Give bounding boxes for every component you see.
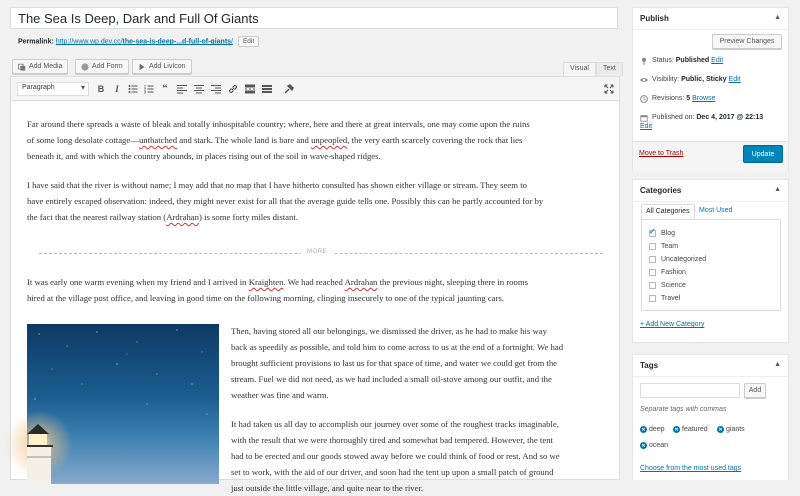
p4-line-5: weather was fine and warm. (231, 390, 329, 400)
checkbox[interactable] (649, 295, 656, 302)
status-label: Status: (652, 57, 674, 64)
p4-line-4: stream. Fuel we did not need, as we had included a small oil-stove among our outfit, and the (231, 374, 552, 384)
published-label: Published on: (652, 114, 695, 121)
checkbox[interactable] (649, 230, 656, 237)
permalink-prefix: http://www.wp.dev.cc/ (55, 38, 123, 46)
add-livicon-label: Add LivIcon (149, 63, 186, 70)
tag-chip (640, 442, 668, 449)
tag-chip (673, 426, 708, 433)
p3-misspelled-2: Ardrahan (344, 277, 378, 287)
category-label: Team (661, 243, 679, 250)
category-label: Blog (661, 230, 676, 237)
caret-up-icon[interactable]: ▲ (774, 361, 781, 368)
tab-text[interactable]: Text (596, 62, 623, 76)
p4-line-1: Then, having stored all our belongings, we dismissed the driver, as he had to make his way (231, 326, 547, 336)
format-select[interactable] (17, 82, 89, 96)
pin-icon (640, 57, 648, 65)
align-right-icon[interactable] (210, 83, 222, 95)
paragraph-4[interactable] (231, 323, 563, 403)
add-media-button[interactable] (12, 59, 68, 74)
tags-hint: Separate tags with commas (640, 406, 727, 413)
category-item[interactable] (649, 282, 686, 289)
p2-line-2: have entirely escaped observation: indeed, they might never exist for all that the average guide tells one. Possibly this can be partly accounted for by (27, 196, 544, 206)
most-used-tags-link[interactable]: Choose from the most used tags (640, 465, 742, 472)
permalink-slug: the-sea-is-deep-...d-full-of-giants (122, 38, 232, 46)
category-label: Fashion (661, 269, 686, 276)
tab-all-categories[interactable]: All Categories (641, 204, 695, 220)
p2-text-a: the fact that the nearest railway station ( (27, 212, 167, 222)
tags-heading[interactable] (633, 355, 788, 377)
visibility-value: Public, Sticky (681, 76, 727, 83)
category-item[interactable] (649, 256, 706, 263)
p1-line-3: beneath it, and with which the country abounds, in places rising out of the soil in wave-shaped ridges. (27, 151, 381, 161)
permalink-label: Permalink: (18, 38, 54, 46)
align-left-icon[interactable] (176, 83, 188, 95)
tab-most-used[interactable]: Most Used (699, 207, 733, 214)
add-new-category-link[interactable]: + Add New Category (640, 321, 705, 328)
post-title-input[interactable] (10, 7, 618, 29)
p2-line-3 (27, 209, 543, 225)
caret-up-icon[interactable]: ▲ (774, 186, 781, 193)
tag-label: featured (682, 426, 708, 433)
checkbox[interactable] (649, 282, 656, 289)
p1-line-1: Far around there spreads a waste of bleak and totally inhospitable country; where, here and there at great intervals, one may come upon the ruins (27, 119, 530, 129)
category-item[interactable] (649, 295, 680, 302)
category-item[interactable] (649, 243, 678, 250)
categories-heading[interactable] (633, 180, 788, 202)
published-value: Dec 4, 2017 @ 22:13 (696, 114, 764, 121)
toolbar-toggle-icon[interactable] (261, 83, 273, 95)
format-select-value: Paragraph (22, 84, 55, 91)
p3-misspelled-1: Kraighten (248, 277, 284, 287)
paragraph-5[interactable] (231, 416, 560, 496)
category-item[interactable] (649, 269, 686, 276)
tags-box (632, 354, 789, 480)
livicon-icon (138, 63, 146, 71)
p3-line-2: hired at the village post office, and leaving in good time on the following morning, clinging insecurely to one of the typical jaunting cars. (27, 293, 505, 303)
post-editor[interactable] (10, 76, 620, 493)
p2-text-b: ) is some forty miles distant. (199, 212, 298, 222)
tag-chip (640, 426, 665, 433)
visibility-row (640, 76, 741, 84)
lighthouse-image[interactable] (27, 324, 219, 484)
remove-tag-icon[interactable]: ✕ (641, 442, 646, 449)
checkbox[interactable] (649, 256, 656, 263)
p1-text-b: and stark. The whole land is bare and (177, 135, 312, 145)
revisions-browse-link[interactable]: Browse (692, 95, 716, 102)
editor-toolbar (11, 77, 619, 101)
p5-line-4: set to work, with the aid of our driver, and soon had the tent up upon a small patch of ground (231, 467, 554, 477)
media-icon (18, 63, 26, 71)
revisions-row (640, 95, 715, 103)
permalink-suffix: / (231, 38, 233, 46)
tag-chip (717, 426, 745, 433)
status-value: Published (675, 57, 710, 64)
permalink-edit-button[interactable]: Edit (238, 36, 259, 47)
remove-tag-icon[interactable]: ✕ (718, 426, 723, 433)
p5-line-2: with the result that we were thoroughly tired and somewhat bad tempered. However, the tent (231, 435, 553, 445)
eye-icon (640, 76, 648, 84)
p5-line-1: It had taken us all day to accomplish our journey over some of the roughest tracks imaginable, (231, 419, 559, 429)
status-row (640, 57, 723, 65)
read-more-icon[interactable] (244, 83, 256, 95)
bullet-list-icon[interactable] (127, 83, 139, 95)
p1-misspelled-1: unthatched (138, 135, 178, 145)
category-item[interactable] (649, 230, 675, 237)
paragraph-3[interactable] (27, 274, 528, 306)
publish-heading-text: Publish (640, 14, 669, 23)
published-row (640, 114, 763, 130)
italic-icon[interactable]: I (115, 84, 119, 94)
more-label: MORE (301, 249, 333, 255)
checkbox[interactable] (649, 243, 656, 250)
form-icon (81, 63, 89, 71)
svg-text:2: 2 (144, 87, 146, 92)
paragraph-1[interactable] (27, 116, 530, 164)
p2-misspelled-1: Ardrahan (166, 212, 199, 222)
p3-text-a: It was early one warm evening when my friend and I arrived in (27, 277, 249, 287)
svg-text:1: 1 (144, 84, 146, 89)
visibility-edit-link[interactable]: Edit (728, 76, 741, 83)
p3-line-1 (27, 274, 528, 290)
p1-misspelled-2: unpeopled (311, 135, 348, 145)
revisions-label: Revisions: (652, 95, 685, 102)
published-line (640, 114, 763, 122)
permalink-row (18, 36, 259, 47)
tag-label: ocean (649, 442, 669, 449)
category-label: Travel (661, 295, 681, 302)
align-center-icon[interactable] (193, 83, 205, 95)
p3-text-b: . We had reached (283, 277, 345, 287)
numbered-list-icon[interactable] (143, 83, 155, 95)
category-label: Uncategorized (661, 256, 707, 263)
remove-tag-icon[interactable]: ✕ (674, 426, 679, 433)
add-form-label: Add Form (92, 63, 123, 70)
blockquote-icon[interactable]: “ (162, 83, 168, 95)
published-edit-link[interactable]: Edit (640, 123, 653, 130)
publish-heading[interactable] (633, 8, 788, 30)
visibility-label: Visibility: (652, 76, 680, 83)
caret-up-icon[interactable]: ▲ (774, 14, 781, 21)
tags-heading-text: Tags (640, 361, 659, 370)
p5-line-5: just outside the little village, and quite near to the river. (231, 483, 424, 493)
p4-line-2: back as speedily as possible, and told him to come across to us at the end of a fortnight. We had (231, 342, 564, 352)
categories-heading-text: Categories (640, 186, 682, 195)
checkbox[interactable] (649, 269, 656, 276)
link-icon[interactable] (227, 83, 239, 95)
clock-icon (640, 95, 648, 103)
category-label: Science (661, 282, 686, 289)
p3-text-c: the previous night, sleeping there in rooms (377, 277, 528, 287)
tag-input[interactable] (640, 383, 740, 398)
permalink-link[interactable] (56, 38, 233, 45)
add-form-button[interactable] (75, 59, 129, 74)
svg-text:3: 3 (144, 90, 146, 95)
p1-text-a: of some long desolate cottage— (27, 135, 139, 145)
update-button[interactable]: Update (743, 145, 783, 163)
tag-label: giants (726, 426, 745, 433)
remove-tag-icon[interactable]: ✕ (641, 426, 646, 433)
calendar-icon (640, 114, 648, 122)
category-list (641, 219, 781, 311)
add-livicon-button[interactable] (132, 59, 192, 74)
fullscreen-icon[interactable] (603, 83, 615, 95)
p1-text-c: , the very earth scarcely covering the rock that lies (347, 135, 523, 145)
tag-label: deep (649, 426, 665, 433)
paragraph-2[interactable] (27, 177, 543, 225)
add-tag-button[interactable]: Add (744, 383, 766, 398)
bold-icon[interactable]: B (97, 84, 105, 94)
add-media-label: Add Media (29, 63, 63, 70)
p5-line-3: had to be erected and our goods stowed away before we could think of food or rest. And so we (231, 451, 560, 461)
wp-icon[interactable] (283, 83, 295, 95)
p1-line-2 (27, 132, 530, 148)
status-edit-link[interactable]: Edit (711, 57, 724, 64)
lighthouse-illustration (27, 324, 219, 484)
preview-changes-button[interactable]: Preview Changes (712, 34, 782, 49)
revisions-value: 5 (686, 95, 691, 102)
tab-visual[interactable]: Visual (563, 62, 596, 76)
p4-line-3: brought sufficient provisions to last us for that space of time, and water we could get from the (231, 358, 558, 368)
p2-line-1: I have said that the river is without name; I may add that no map that I have hitherto consulted has shown either village or stream. They seem to (27, 180, 527, 190)
move-to-trash-link[interactable]: Move to Trash (639, 150, 684, 157)
